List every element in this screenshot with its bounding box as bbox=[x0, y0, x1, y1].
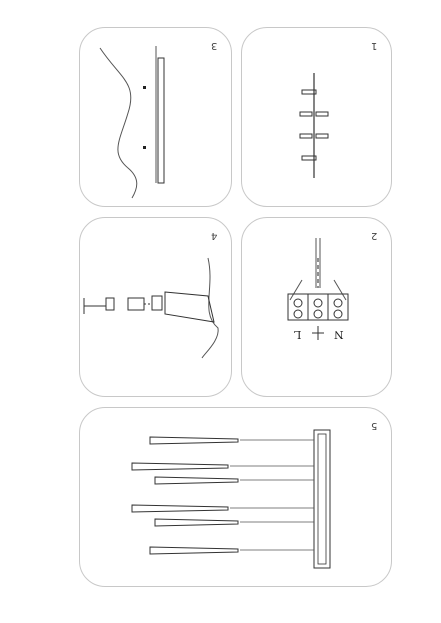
step-number: 1 bbox=[370, 40, 377, 51]
step-number: 5 bbox=[370, 420, 377, 431]
step-number: 4 bbox=[210, 230, 217, 241]
ceiling-plate-illustration bbox=[80, 28, 232, 207]
terminal-label-L: L bbox=[294, 328, 302, 341]
terminal-label-N: N bbox=[334, 328, 344, 341]
step-number: 2 bbox=[370, 230, 377, 241]
step-1-panel bbox=[241, 27, 392, 207]
step-number: 3 bbox=[210, 40, 217, 51]
step-4-panel bbox=[79, 217, 232, 397]
mounting-bar-illustration bbox=[242, 28, 392, 207]
terminal-block-illustration bbox=[242, 218, 392, 397]
fixture-socket-illustration bbox=[80, 218, 232, 397]
step-3-panel bbox=[79, 27, 232, 207]
step-2-panel bbox=[241, 217, 392, 397]
pendant-fixture-illustration bbox=[80, 408, 392, 587]
step-5-panel bbox=[79, 407, 392, 587]
